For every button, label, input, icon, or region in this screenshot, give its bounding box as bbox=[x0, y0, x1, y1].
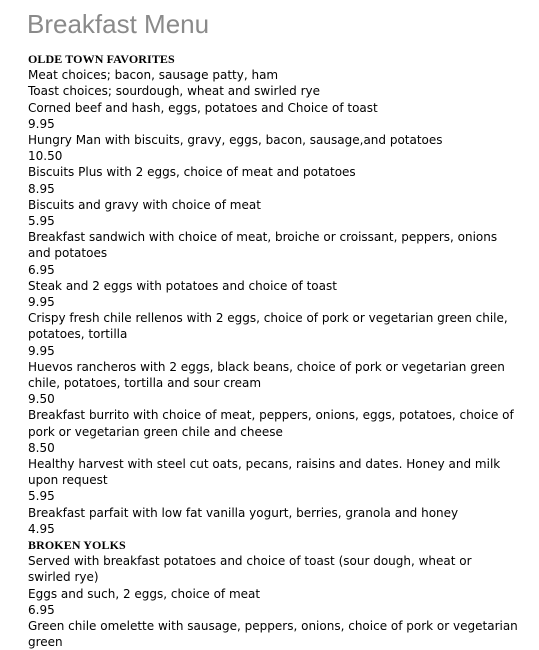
menu-item-price: 10.50 bbox=[28, 149, 63, 164]
menu-item bbox=[28, 407, 518, 456]
menu-item-description: Corned beef and hash, eggs, potatoes and Choice of toast bbox=[28, 100, 378, 115]
menu-item-description: Breakfast sandwich with choice of meat, broiche or croissant, peppers, onions and potatoes bbox=[28, 230, 498, 261]
menu-item bbox=[28, 100, 518, 132]
menu-item-description: Huevos rancheros with 2 eggs, black beans, choice of pork or vegetarian green chile, potatoes, tortilla and sour cream bbox=[28, 359, 505, 390]
menu-item-description: Biscuits Plus with 2 eggs, choice of meat and potatoes bbox=[28, 165, 356, 180]
menu-item-description: Crispy fresh chile rellenos with 2 eggs, choice of pork or vegetarian green chile, potatoes, tortilla bbox=[28, 311, 508, 342]
section-heading: OLDE TOWN FAVORITES bbox=[28, 52, 175, 66]
menu-content bbox=[28, 51, 518, 650]
section-heading: BROKEN YOLKS bbox=[28, 537, 126, 552]
menu-item-description: Biscuits and gravy with choice of meat bbox=[28, 197, 261, 212]
section-note: Meat choices; bacon, sausage patty, ham bbox=[28, 68, 279, 83]
menu-item bbox=[28, 278, 518, 310]
menu-item-description: Breakfast burrito with choice of meat, peppers, onions, eggs, potatoes, choice of pork or vegetarian green chile and cheese bbox=[28, 408, 514, 439]
menu-item-description: Green chile omelette with sausage, peppers, onions, choice of pork or vegetarian green bbox=[28, 618, 518, 650]
menu-item bbox=[28, 618, 518, 650]
section-broken-yolks bbox=[28, 537, 518, 650]
menu-item-price: 9.50 bbox=[28, 392, 55, 407]
menu-item-price: 5.95 bbox=[28, 489, 55, 504]
menu-item-price: 9.95 bbox=[28, 294, 55, 309]
menu-item bbox=[28, 310, 518, 359]
menu-item-price: 8.95 bbox=[28, 181, 55, 196]
menu-item bbox=[28, 505, 518, 537]
menu-item-price: 9.95 bbox=[28, 116, 55, 131]
page-title: Breakfast Menu bbox=[27, 9, 210, 39]
section-note: Served with breakfast potatoes and choice of toast (sour dough, wheat or swirled rye) bbox=[28, 554, 472, 585]
menu-item-price: 9.95 bbox=[28, 343, 55, 358]
menu-item-description: Breakfast parfait with low fat vanilla yogurt, berries, granola and honey bbox=[28, 505, 459, 520]
menu-item-price: 6.95 bbox=[28, 602, 55, 617]
menu-item bbox=[28, 164, 518, 196]
menu-item bbox=[28, 229, 518, 278]
menu-item bbox=[28, 359, 518, 408]
menu-item bbox=[28, 456, 518, 505]
menu-item-description: Hungry Man with biscuits, gravy, eggs, bacon, sausage,and potatoes bbox=[28, 132, 443, 147]
menu-item-description: Eggs and such, 2 eggs, choice of meat bbox=[28, 586, 261, 601]
menu-item bbox=[28, 197, 518, 229]
section-olde-town-favorites bbox=[28, 51, 518, 537]
menu-item-description: Healthy harvest with steel cut oats, pecans, raisins and dates. Honey and milk upon request bbox=[28, 456, 501, 488]
menu-item-price: 4.95 bbox=[28, 521, 55, 536]
menu-item bbox=[28, 586, 518, 618]
section-note: Toast choices; sourdough, wheat and swirled rye bbox=[28, 84, 321, 99]
menu-item-price: 8.50 bbox=[28, 440, 55, 455]
menu-item bbox=[28, 132, 518, 164]
menu-item-description: Steak and 2 eggs with potatoes and choice of toast bbox=[28, 278, 337, 293]
menu-item-price: 6.95 bbox=[28, 262, 55, 277]
menu-item-price: 5.95 bbox=[28, 213, 55, 228]
